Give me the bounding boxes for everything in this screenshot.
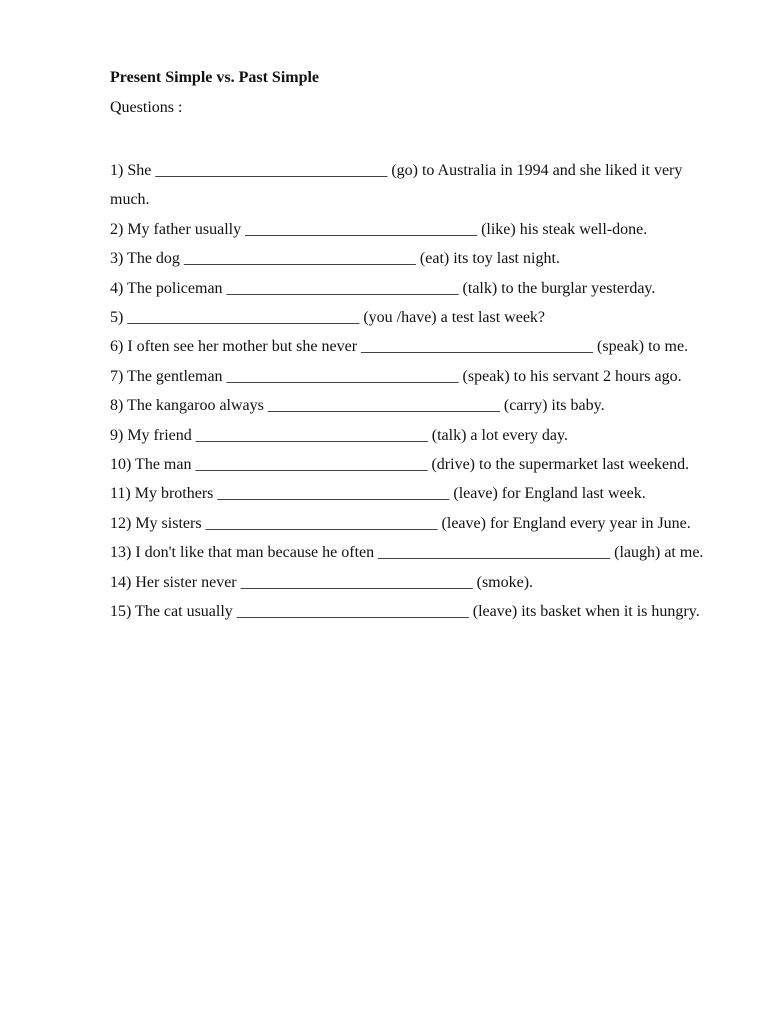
question-9: 9) My friend _____________________________ (talk) a lot every day. — [110, 426, 568, 444]
question-11: 11) My brothers _____________________________ (leave) for England last week. — [110, 485, 646, 503]
question-12: 12) My sisters _____________________________ (leave) for England every year in June. — [110, 514, 691, 532]
question-14: 14) Her sister never _____________________________ (smoke). — [110, 573, 534, 591]
question-13: 13) I don't like that man because he often _____________________________ (laugh) at me. — [110, 544, 704, 562]
worksheet-subtitle: Questions : — [110, 99, 183, 116]
question-10: 10) The man _____________________________ (drive) to the supermarket last weekend. — [110, 456, 690, 474]
question-list — [110, 156, 716, 627]
question-7: 7) The gentleman _____________________________ (speak) to his servant 2 hours ago. — [110, 367, 682, 385]
question-1: 1) She _____________________________ (go) to Australia in 1994 and she liked it very much. — [110, 162, 683, 209]
worksheet-title: Present Simple vs. Past Simple — [110, 69, 320, 86]
worksheet-page — [110, 68, 716, 627]
question-15: 15) The cat usually _____________________________ (leave) its basket when it is hungry. — [110, 603, 700, 621]
question-8: 8) The kangaroo always _____________________________ (carry) its baby. — [110, 397, 605, 415]
question-5: 5) _____________________________ (you /have) a test last week? — [110, 309, 546, 327]
question-3: 3) The dog _____________________________ (eat) its toy last night. — [110, 250, 560, 268]
question-6: 6) I often see her mother but she never _____________________________ (speak) to me. — [110, 338, 689, 356]
question-2: 2) My father usually _____________________________ (like) his steak well-done. — [110, 220, 648, 238]
question-4: 4) The policeman _____________________________ (talk) to the burglar yesterday. — [110, 279, 656, 297]
